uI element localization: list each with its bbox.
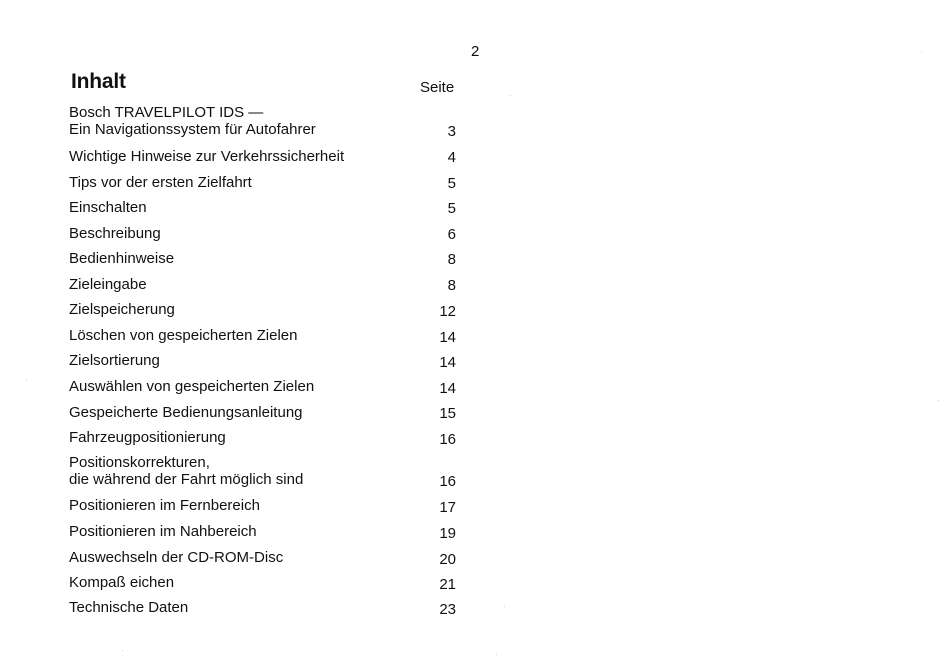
toc-entry-15 [0, 497, 470, 517]
toc-entry-page: 21 [439, 576, 456, 593]
toc-entry-page: 17 [439, 499, 456, 516]
toc-entry-12 [0, 404, 470, 424]
scan-speck [122, 650, 123, 651]
toc-entry-3 [0, 174, 470, 194]
toc-entry-2 [0, 148, 470, 168]
scan-speck [510, 95, 511, 96]
toc-entry-13 [0, 429, 470, 449]
toc-entry-page: 8 [447, 251, 456, 268]
toc-entry-title: Löschen von gespeicherten Zielen [69, 327, 298, 344]
toc-entry-page: 23 [439, 601, 456, 618]
toc-entry-title: Bedienhinweise [69, 250, 175, 267]
toc-entry-title: Beschreibung [69, 225, 161, 242]
toc-entry-title: Zieleingabe [69, 276, 147, 293]
scan-speck [26, 380, 27, 381]
toc-entry-page: 14 [439, 329, 456, 346]
toc-entry-8 [0, 301, 470, 321]
toc-entry-1 [0, 104, 470, 140]
toc-entry-page: 4 [447, 149, 456, 166]
toc-entry-title: Einschalten [69, 199, 147, 216]
toc-entry-page: 3 [447, 123, 456, 140]
toc-entry-page: 16 [439, 431, 456, 448]
toc-entry-6 [0, 250, 470, 270]
toc-entry-title: Tips vor der ersten Zielfahrt [69, 174, 252, 191]
toc-entry-18 [0, 574, 470, 594]
toc-entry-title-line1: Bosch TRAVELPILOT IDS — [69, 104, 264, 121]
toc-entry-title: Fahrzeugpositionierung [69, 429, 226, 446]
toc-entry-17 [0, 549, 470, 569]
toc-entry-5 [0, 225, 470, 245]
toc-entry-page: 19 [439, 525, 456, 542]
toc-entry-title-line2: die während der Fahrt möglich sind [69, 471, 304, 488]
toc-heading: Inhalt [71, 70, 126, 93]
toc-entry-title: Wichtige Hinweise zur Verkehrssicherheit [69, 148, 345, 165]
scan-speck [938, 400, 939, 401]
toc-entry-title: Positionieren im Fernbereich [69, 497, 260, 514]
scan-speck [504, 606, 505, 607]
toc-entry-19 [0, 599, 470, 619]
toc-entry-title: Positionieren im Nahbereich [69, 523, 257, 540]
toc-entry-11 [0, 378, 470, 398]
scan-speck [496, 654, 497, 655]
toc-entry-title [69, 454, 303, 488]
page-number: 2 [471, 43, 480, 60]
toc-entry-4 [0, 199, 470, 219]
toc-entry-title-line1: Positionskorrekturen, [69, 454, 210, 471]
toc-entry-title: Zielsortierung [69, 352, 160, 369]
toc-entry-9 [0, 327, 470, 347]
toc-entry-title: Gespeicherte Bedienungsanleitung [69, 404, 303, 421]
toc-entry-10 [0, 352, 470, 372]
toc-entry-page: 14 [439, 380, 456, 397]
toc-entry-title-line2: Ein Navigationssystem für Autofahrer [69, 121, 316, 138]
toc-entry-title: Auswählen von gespeicherten Zielen [69, 378, 315, 395]
toc-entry-title: Technische Daten [69, 599, 189, 616]
toc-entry-page: 8 [447, 277, 456, 294]
toc-entry-title [69, 104, 316, 138]
toc-entry-7 [0, 276, 470, 296]
scan-speck [921, 52, 922, 53]
toc-entry-page: 20 [439, 551, 456, 568]
toc-entry-page: 15 [439, 405, 456, 422]
toc-entry-page: 16 [439, 473, 456, 490]
toc-entry-page: 12 [439, 303, 456, 320]
toc-entry-page: 5 [447, 175, 456, 192]
toc-entry-page: 5 [447, 200, 456, 217]
toc-entry-page: 6 [447, 226, 456, 243]
toc-entry-page: 14 [439, 354, 456, 371]
page-column-label: Seite [420, 79, 455, 96]
toc-entry-16 [0, 523, 470, 543]
toc-entry-title: Auswechseln der CD-ROM-Disc [69, 549, 284, 566]
toc-entry-title: Kompaß eichen [69, 574, 175, 591]
toc-entry-title: Zielspeicherung [69, 301, 175, 318]
toc-entry-14 [0, 454, 470, 490]
